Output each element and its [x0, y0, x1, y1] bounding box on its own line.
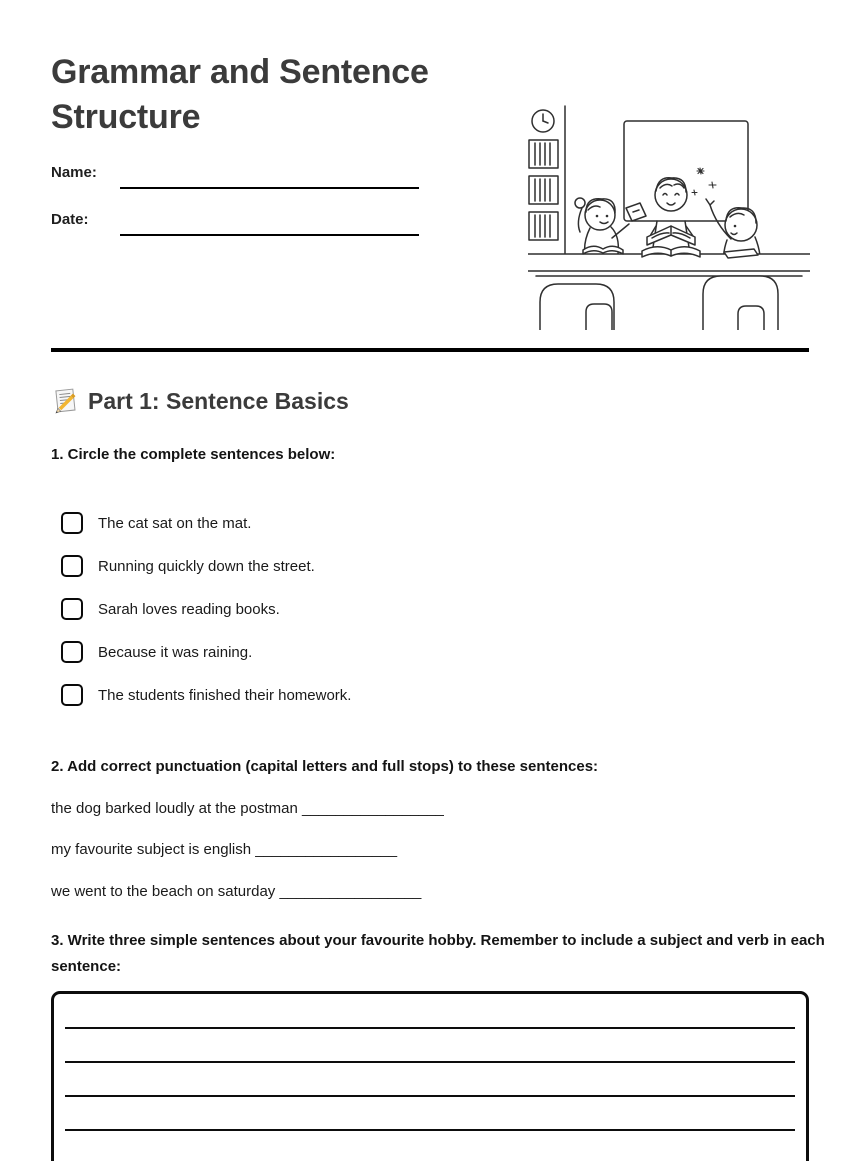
section-divider	[51, 348, 809, 352]
q1-option-row	[61, 684, 351, 706]
q1-option-label: The cat sat on the mat.	[98, 514, 252, 532]
date-field-row	[51, 211, 89, 229]
answer-line[interactable]	[65, 1129, 795, 1131]
memo-pencil-icon	[51, 387, 79, 415]
part1-heading-text: Part 1: Sentence Basics	[88, 387, 349, 414]
checkbox[interactable]	[61, 641, 83, 663]
q1-option-row	[61, 512, 251, 534]
answer-line[interactable]	[65, 1095, 795, 1097]
page-title: Grammar and Sentence Structure	[51, 53, 429, 136]
q3-prompt: 3. Write three simple sentences about your favourite hobby. Remember to include a subject and verb in each sentence:	[51, 932, 825, 975]
part1-heading	[51, 387, 349, 415]
q1-option-row	[61, 598, 280, 620]
checkbox[interactable]	[61, 512, 83, 534]
date-label: Date:	[51, 211, 89, 228]
q2-prompt: 2. Add correct punctuation (capital letters and full stops) to these sentences:	[51, 758, 599, 775]
date-input-line[interactable]	[120, 234, 419, 236]
name-input-line[interactable]	[120, 187, 419, 189]
q1-option-label: The students finished their homework.	[98, 686, 352, 704]
checkbox[interactable]	[61, 684, 83, 706]
q3-writing-box[interactable]	[51, 991, 809, 1161]
q1-option-label: Running quickly down the street.	[98, 557, 315, 575]
q1-option-row	[61, 641, 252, 663]
checkbox[interactable]	[61, 555, 83, 577]
answer-line[interactable]	[65, 1061, 795, 1063]
q1-option-label: Sarah loves reading books.	[98, 600, 280, 618]
q1-option-row	[61, 555, 315, 577]
q1-prompt: 1. Circle the complete sentences below:	[51, 446, 336, 463]
answer-line[interactable]	[65, 1027, 795, 1029]
name-field-row	[51, 164, 97, 182]
q2-sentence: we went to the beach on saturday _________________	[51, 883, 422, 900]
q2-sentence: my favourite subject is english _________________	[51, 841, 398, 858]
classroom-illustration	[528, 104, 810, 330]
checkbox[interactable]	[61, 598, 83, 620]
name-label: Name:	[51, 164, 97, 181]
q2-sentence: the dog barked loudly at the postman _________________	[51, 800, 444, 817]
q1-option-label: Because it was raining.	[98, 643, 253, 661]
